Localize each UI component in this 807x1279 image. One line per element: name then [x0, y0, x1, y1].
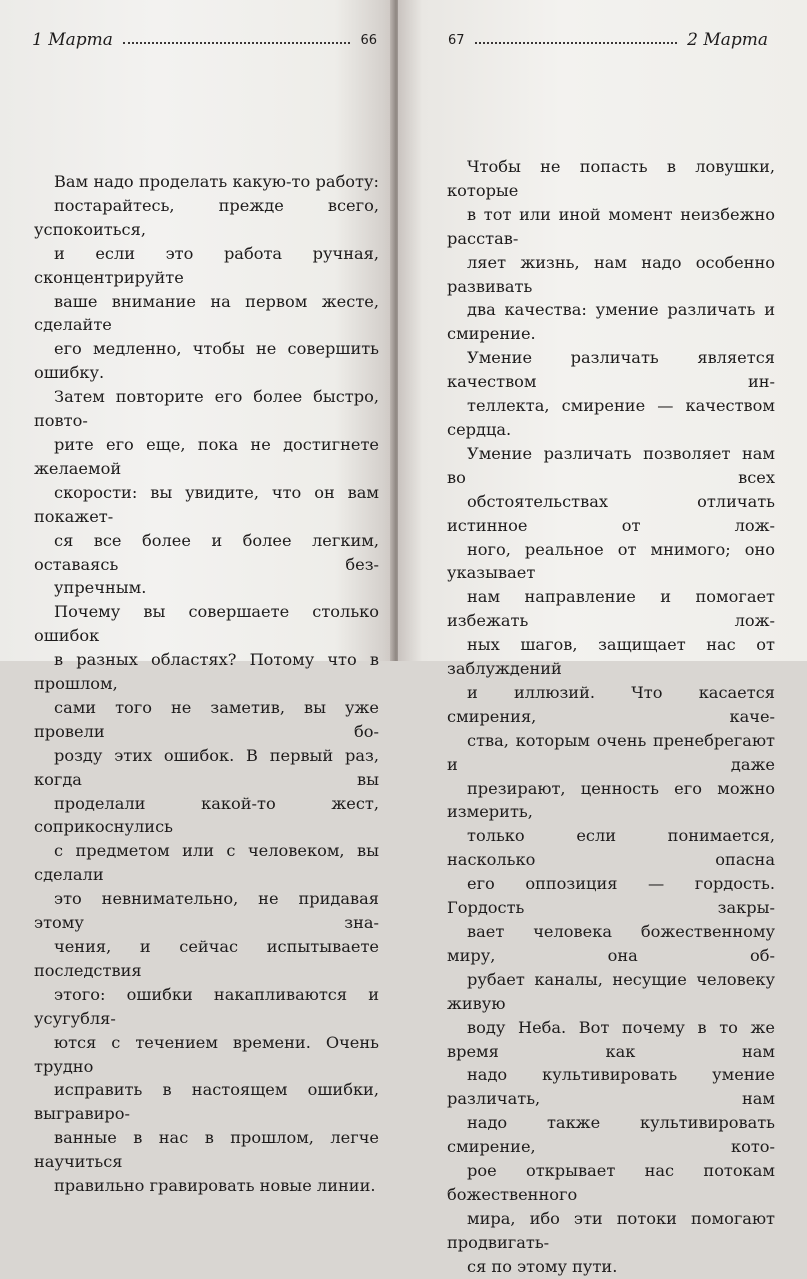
text-line: ся по этому пути. [467, 1256, 618, 1276]
paragraph [34, 170, 379, 600]
text-line: проделали какой-то жест, соприкоснулись [34, 793, 379, 837]
paragraph [447, 155, 775, 442]
text-line: упречным. [54, 578, 147, 598]
text-line: исправить в настоящем ошибки, выгравиро- [34, 1080, 379, 1124]
text-line: его медленно, чтобы не совершить ошибку. [34, 339, 379, 383]
text-line: чения, и сейчас испытываете последствия [34, 937, 379, 980]
text-line: ваше внимание на первом жесте, сделайте [34, 291, 379, 335]
text-line: презирают, ценность его можно измерить, [447, 778, 775, 822]
text-line: ются с течением времени. Очень трудно [34, 1032, 379, 1076]
text-line: с предметом или с человеком, вы сделали [34, 841, 379, 885]
paragraph [447, 442, 775, 1279]
text-line: два качества: умение различать и смирение. [447, 300, 775, 344]
page-number: 66 [360, 32, 377, 48]
text-line: скорости: вы увидите, что он вам покажет- [34, 482, 379, 526]
text-line: вает человека божественному миру, она об- [447, 922, 775, 965]
text-line: правильно гравировать новые линии. [54, 1176, 376, 1196]
text-line: надо культивировать умение различать, нам [447, 1065, 775, 1109]
text-line: только если понимается, насколько опасна [447, 826, 775, 870]
right-page-body [447, 155, 775, 1279]
text-line: и если это работа ручная, сконцентрируйте [34, 243, 379, 287]
text-line: надо также культивировать смирение, кото- [447, 1113, 775, 1157]
text-line: мира, ибо эти потоки помогают продвигать- [447, 1208, 775, 1252]
text-line: Чтобы не попасть в ловушки, которые [447, 157, 775, 200]
text-line: нам направление и помогает избежать лож- [447, 587, 775, 631]
text-line: рите его еще, пока не достигнете желаемой [34, 434, 379, 478]
dotted-leader [475, 42, 678, 44]
text-line: Почему вы совершаете столько ошибок [34, 602, 379, 646]
text-line: рое открывает нас потокам божественного [447, 1161, 775, 1204]
text-line: обстоятельствах отличать истинное от лож- [447, 491, 775, 535]
text-line: постарайтесь, прежде всего, успокоиться, [34, 195, 379, 239]
text-line: его оппозиция — гордость. Гордость закры- [447, 874, 775, 918]
running-title: 2 Марта [687, 30, 768, 50]
left-page-body [34, 170, 379, 1198]
text-line: в тот или иной момент неизбежно расстав- [447, 204, 775, 248]
right-page-header [448, 28, 768, 52]
running-title: 1 Марта [32, 30, 113, 50]
left-page [0, 0, 394, 1196]
paragraph [34, 600, 379, 1198]
text-line: и иллюзий. Что касается смирения, каче- [447, 682, 775, 726]
text-line: ного, реальное от мнимого; оно указывает [447, 539, 775, 583]
text-line: Умение различать является качеством ин- [447, 348, 775, 392]
left-page-header [32, 28, 377, 52]
text-line: теллекта, смирение — качеством сердца. [447, 396, 775, 439]
page-number: 67 [448, 32, 465, 48]
text-line: ляет жизнь, нам надо особенно развивать [447, 252, 775, 296]
text-line: Затем повторите его более быстро, повто- [34, 387, 379, 431]
text-line: ся все более и более легким, оставаясь без- [34, 530, 379, 574]
text-line: Умение различать позволяет нам во всех [447, 443, 775, 487]
text-line: рубает каналы, несущие человеку живую [447, 969, 775, 1013]
dotted-leader [123, 42, 351, 44]
right-page [398, 0, 807, 1276]
text-line: ванные в нас в прошлом, легче научиться [34, 1128, 379, 1172]
text-line: это невнимательно, не придавая этому зна- [34, 889, 379, 933]
text-line: сами того не заметив, вы уже провели бо- [34, 697, 379, 741]
text-line: розду этих ошибок. В первый раз, когда вы [34, 745, 379, 789]
text-line: ных шагов, защищает нас от заблуждений [447, 635, 775, 679]
text-line: в разных областях? Потому что в прошлом, [34, 650, 379, 694]
text-line: ства, которым очень пренебрегают и даже [447, 730, 775, 774]
text-line: этого: ошибки накапливаются и усугубля- [34, 984, 379, 1028]
text-line: воду Неба. Вот почему в то же время как нам [447, 1017, 775, 1061]
text-line: Вам надо проделать какую-то работу: [54, 172, 379, 191]
